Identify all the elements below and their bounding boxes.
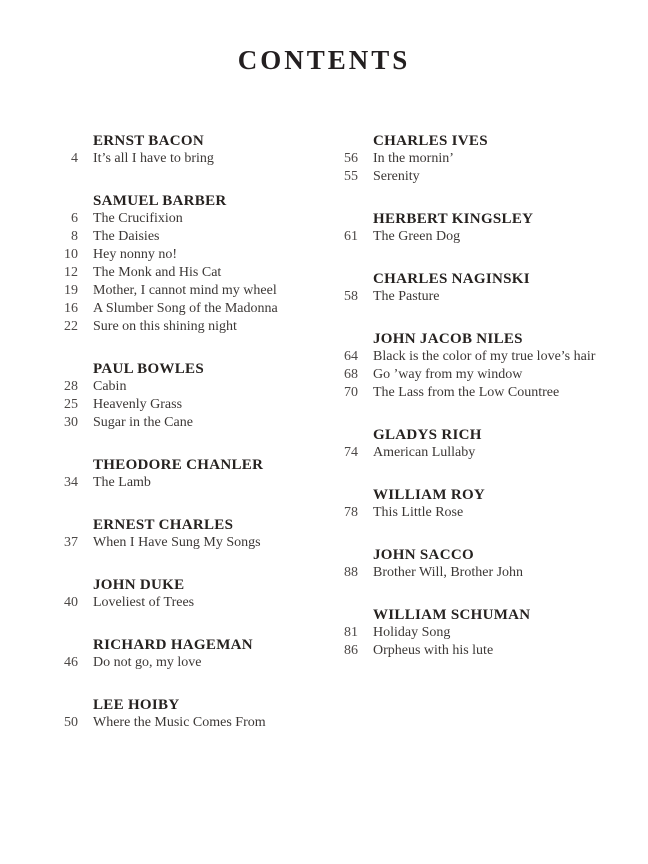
- composer-group: [322, 210, 648, 246]
- composer-name: ERNST BACON: [93, 132, 204, 149]
- composer-group: [42, 360, 322, 432]
- song-page-number: 8: [71, 228, 78, 244]
- song-title: In the mornin’: [373, 150, 454, 166]
- composer-group: [42, 132, 322, 168]
- song-title: Cabin: [93, 378, 127, 394]
- song-title: The Green Dog: [373, 228, 461, 244]
- composer-name: CHARLES IVES: [373, 132, 488, 149]
- song-page-number: 50: [64, 714, 78, 730]
- song-page-number: 12: [64, 264, 78, 280]
- song-page-number: 46: [64, 654, 78, 670]
- song-row: [322, 504, 648, 522]
- song-page-number: 30: [64, 414, 78, 430]
- contents-column-right: [322, 132, 648, 756]
- song-page-number: 70: [344, 384, 358, 400]
- composer-name: ERNEST CHARLES: [93, 516, 234, 533]
- composer-group: [322, 486, 648, 522]
- composer-name: HERBERT KINGSLEY: [373, 210, 534, 227]
- song-title: Holiday Song: [373, 624, 451, 640]
- song-page-number: 37: [64, 534, 78, 550]
- composer-group: [42, 192, 322, 336]
- composer-group: [42, 456, 322, 492]
- composer-group: [42, 696, 322, 732]
- song-title: Orpheus with his lute: [373, 642, 494, 658]
- song-title: This Little Rose: [373, 504, 464, 520]
- song-page-number: 22: [64, 318, 78, 334]
- song-title: Sugar in the Cane: [93, 414, 193, 430]
- song-title: Where the Music Comes From: [93, 714, 266, 730]
- song-page-number: 68: [344, 366, 358, 382]
- song-row: [322, 642, 648, 660]
- song-row: [42, 228, 322, 246]
- song-row: [322, 624, 648, 642]
- song-page-number: 58: [344, 288, 358, 304]
- song-page-number: 56: [344, 150, 358, 166]
- contents-columns: [0, 132, 648, 756]
- song-page-number: 16: [64, 300, 78, 316]
- song-row: [42, 264, 322, 282]
- song-page-number: 81: [344, 624, 358, 640]
- composer-group: [322, 270, 648, 306]
- composer-group: [322, 546, 648, 582]
- song-page-number: 78: [344, 504, 358, 520]
- song-row: [322, 150, 648, 168]
- song-row: [42, 300, 322, 318]
- song-title: Mother, I cannot mind my wheel: [93, 282, 277, 298]
- song-title: Heavenly Grass: [93, 396, 183, 412]
- song-title: Black is the color of my true love’s hair: [373, 348, 596, 364]
- song-title: The Lass from the Low Countree: [373, 384, 560, 400]
- composer-name: LEE HOIBY: [93, 696, 180, 713]
- composer-name: SAMUEL BARBER: [93, 192, 227, 209]
- composer-group: [322, 330, 648, 402]
- composer-group: [42, 576, 322, 612]
- song-title: The Daisies: [93, 228, 160, 244]
- song-row: [322, 444, 648, 462]
- song-title: Do not go, my love: [93, 654, 202, 670]
- contents-column-left: [42, 132, 322, 756]
- song-title: The Monk and His Cat: [93, 264, 222, 280]
- song-page-number: 10: [64, 246, 78, 262]
- composer-name: WILLIAM SCHUMAN: [373, 606, 531, 623]
- song-row: [322, 168, 648, 186]
- song-title: Brother Will, Brother John: [373, 564, 524, 580]
- song-row: [322, 348, 648, 366]
- song-page-number: 28: [64, 378, 78, 394]
- song-title: When I Have Sung My Songs: [93, 534, 261, 550]
- composer-name: RICHARD HAGEMAN: [93, 636, 253, 653]
- song-row: [42, 282, 322, 300]
- song-title: The Lamb: [93, 474, 151, 490]
- composer-group: [322, 606, 648, 660]
- song-row: [42, 318, 322, 336]
- song-page-number: 86: [344, 642, 358, 658]
- song-row: [322, 366, 648, 384]
- song-title: Loveliest of Trees: [93, 594, 195, 610]
- song-page-number: 64: [344, 348, 358, 364]
- song-row: [42, 210, 322, 228]
- song-row: [42, 396, 322, 414]
- song-page-number: 25: [64, 396, 78, 412]
- song-title: The Crucifixion: [93, 210, 183, 226]
- composer-name: CHARLES NAGINSKI: [373, 270, 530, 287]
- song-title: It’s all I have to bring: [93, 150, 214, 166]
- song-row: [322, 384, 648, 402]
- song-title: American Lullaby: [373, 444, 476, 460]
- song-row: [42, 414, 322, 432]
- song-page-number: 6: [71, 210, 78, 226]
- composer-name: THEODORE CHANLER: [93, 456, 264, 473]
- song-row: [42, 714, 322, 732]
- composer-name: GLADYS RICH: [373, 426, 482, 443]
- song-title: The Pasture: [373, 288, 440, 304]
- song-title: Go ’way from my window: [373, 366, 523, 382]
- song-page-number: 34: [64, 474, 78, 490]
- song-title: Serenity: [373, 168, 420, 184]
- song-row: [322, 288, 648, 306]
- page-title: CONTENTS: [237, 45, 411, 75]
- composer-group: [322, 426, 648, 462]
- song-row: [42, 150, 322, 168]
- song-page-number: 61: [344, 228, 358, 244]
- song-page-number: 40: [64, 594, 78, 610]
- song-title: Sure on this shining night: [93, 318, 237, 334]
- song-row: [322, 228, 648, 246]
- song-title: A Slumber Song of the Madonna: [93, 300, 278, 316]
- song-page-number: 4: [71, 150, 78, 166]
- song-row: [322, 564, 648, 582]
- composer-group: [42, 516, 322, 552]
- song-row: [42, 534, 322, 552]
- song-row: [42, 378, 322, 396]
- song-title: Hey nonny no!: [93, 246, 177, 262]
- composer-name: JOHN JACOB NILES: [373, 330, 523, 347]
- song-row: [42, 474, 322, 492]
- song-page-number: 74: [344, 444, 358, 460]
- composer-name: WILLIAM ROY: [373, 486, 486, 503]
- song-row: [42, 654, 322, 672]
- song-page-number: 55: [344, 168, 358, 184]
- composer-name: PAUL BOWLES: [93, 360, 204, 377]
- song-row: [42, 246, 322, 264]
- composer-name: JOHN DUKE: [93, 576, 185, 593]
- composer-name: JOHN SACCO: [373, 546, 474, 563]
- song-page-number: 19: [64, 282, 78, 298]
- composer-group: [42, 636, 322, 672]
- song-page-number: 88: [344, 564, 358, 580]
- song-row: [42, 594, 322, 612]
- composer-group: [322, 132, 648, 186]
